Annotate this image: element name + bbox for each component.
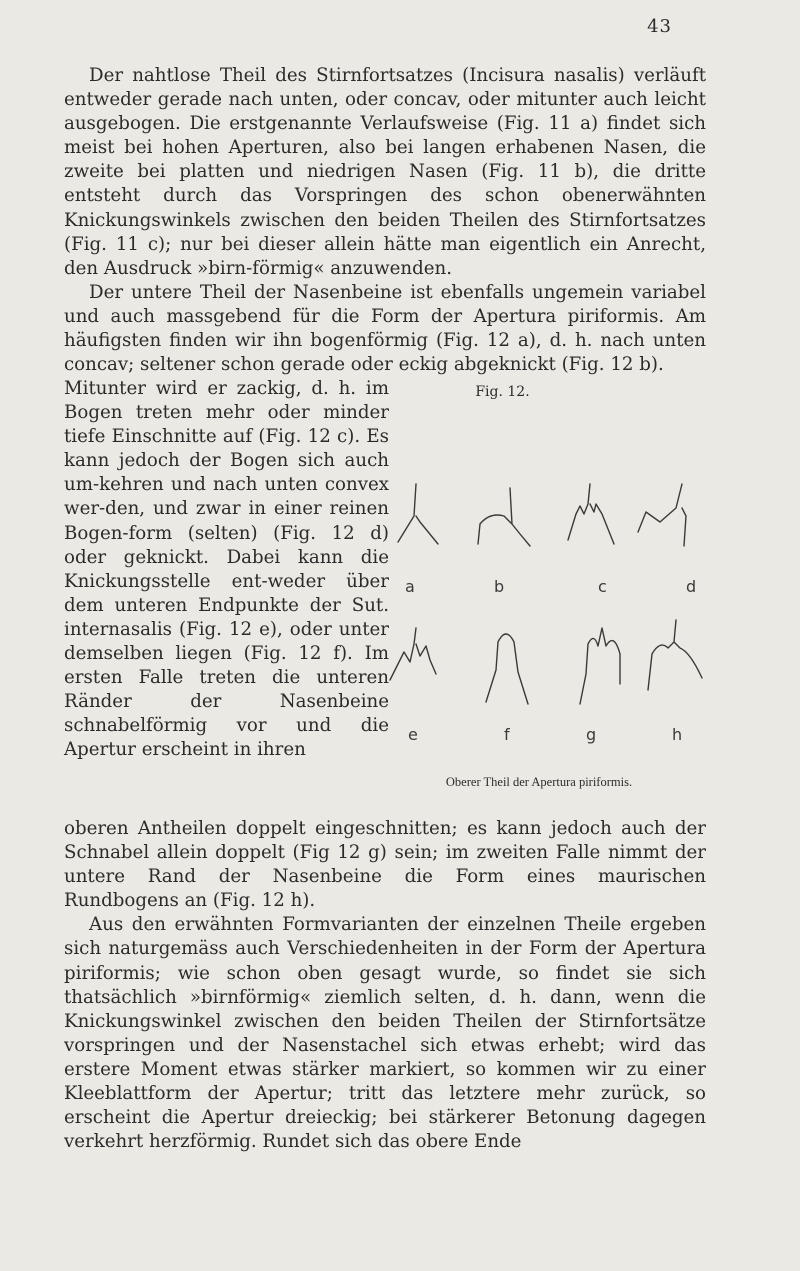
figure-label-g: g (586, 725, 597, 744)
figure-title: Fig. 12. (475, 384, 530, 400)
figure-label-h: h (672, 725, 683, 744)
paragraph-incisura: Der nahtlose Theil des Stirnfortsatzes (Incisura nasalis) verläuft entweder gerade nach unten, oder concav, oder mitunter auch leicht ausgebogen. Die erstgenannte Verlaufsweise (Fig. 11 a) findet sich meist bei hohen Aperturen, also bei langen erhabenen Nasen, die zweite bei platten und niedrigen Nasen (Fig. 11 b), die dritte entsteht durch das Vorspringen des schon obenerwähnten Knickungswinkels zwischen den beiden Theilen des Stirnfortsatzes (Fig. 11 c); nur bei dieser allein hätte man eigentlich ein Anrecht, den Ausdruck »birn-förmig« anzuwenden. (64, 65, 706, 279)
shape-h (648, 620, 702, 690)
shape-c (568, 484, 614, 544)
text-block-bottom (64, 817, 706, 1154)
figure-label-a: a (405, 577, 415, 596)
shape-d (638, 484, 686, 546)
paragraph-nasenbeine-continued: Mitunter wird er zackig, d. h. im Bogen treten mehr oder minder tiefe Einschnitte auf (Fig. 12 c). Es kann jedoch der Bogen sich auch um-kehren und nach unten convex wer-den, und zwar in einer reinen Bogen-form (selten) (Fig. 12 d) oder geknickt. Dabei kann die Knickungsstelle ent-weder über dem unteren Endpunkte der Sut. internasalis (Fig. 12 e), oder unter demselben liegen (Fig. 12 f). Im ersten Falle treten die unteren Ränder der Nasenbeine schnabelförmig vor und die Apertur erscheint in ihren (64, 378, 389, 761)
paragraph-formvarianten: Aus den erwähnten Formvarianten der einzelnen Theile ergeben sich naturgemäss auch Verschiedenheiten in der Form der Apertura piriformis; wie schon oben gesagt wurde, so findet sie sich thatsächlich »birnförmig« ziemlich selten, d. h. dann, wenn die Knickungswinkel zwischen den beiden Theilen der Stirnfortsätze vorspringen und der Nasenstachel sich etwas erhebt; wird das erstere Moment etwas stärker markiert, so kommen wir zu einer Kleeblattform der Apertur; tritt das letztere mehr zurück, so erscheint die Apertur dreieckig; bei stärkerer Betonung dagegen verkehrt herzförmig. Rundet sich das obere Ende (64, 914, 706, 1153)
figure-drawing (380, 384, 710, 794)
figure-label-b: b (494, 577, 505, 596)
figure-label-c: c (598, 577, 607, 596)
shape-a (398, 484, 438, 544)
figure-12 (380, 384, 710, 794)
shape-e (390, 628, 436, 680)
paragraph-nasenbeine-end: oberen Antheilen doppelt eingeschnitten; es kann jedoch auch der Schnabel allein doppelt (Fig 12 g) sein; im zweiten Falle nimmt der untere Rand der Nasenbeine die Form eines maurischen Rundbogens an (Fig. 12 h). (64, 818, 706, 912)
figure-label-d: d (686, 577, 697, 596)
shape-f (486, 634, 528, 704)
text-block-top (64, 64, 706, 377)
page-number: 43 (647, 16, 672, 37)
paragraph-nasenbeine: Der untere Theil der Nasenbeine ist ebenfalls ungemein variabel und auch massgebend für die Form der Apertura piriformis. Am häufigsten finden wir ihn bogenförmig (Fig. 12 a), d. h. nach unten concav; seltener schon gerade oder eckig abgeknickt (Fig. 12 b). (64, 281, 706, 376)
shape-b (478, 488, 530, 546)
text-block-beside-figure (64, 377, 389, 763)
figure-label-e: e (408, 725, 418, 744)
shape-g (580, 628, 620, 704)
figure-label-f: f (504, 725, 510, 744)
figure-caption: Oberer Theil der Apertura piriformis. (445, 775, 633, 789)
